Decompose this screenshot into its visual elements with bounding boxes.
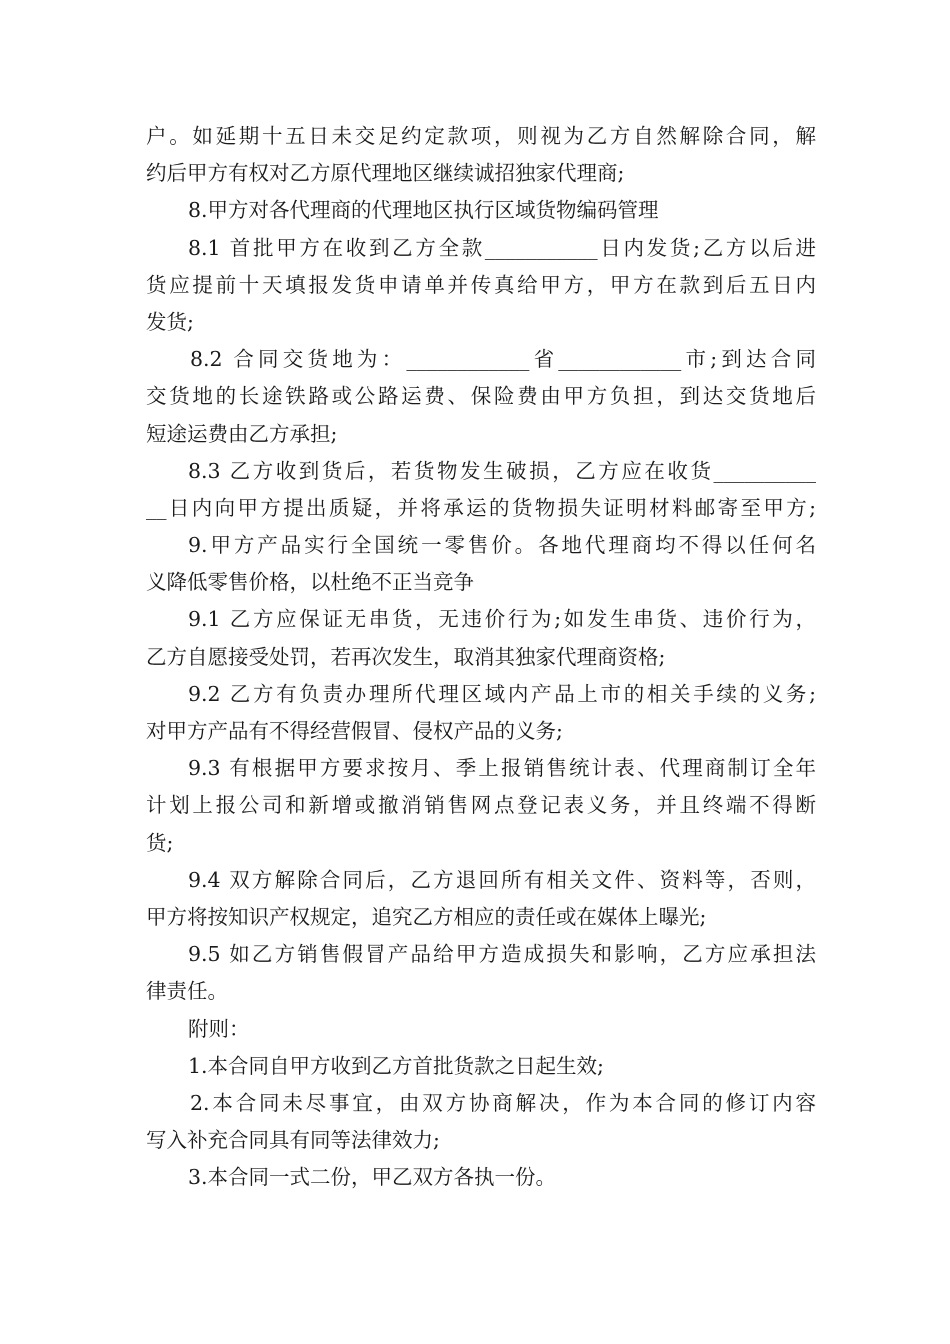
text-line: 发货; xyxy=(146,309,194,334)
text-line: 9.2 乙方有负责办理所代理区域内产品上市的相关手续的义务; xyxy=(188,681,816,706)
text-line: 户。如延期十五日未交足约定款项，则视为乙方自然解除合同，解 xyxy=(146,124,816,148)
text-line: 8.1 首批甲方在收到乙方全款___________日内发货;乙方以后进 xyxy=(188,235,816,260)
section-heading: 9.甲方产品实行全国统一零售价。各地代理商均不得以任何名 xyxy=(188,533,816,558)
text-line: 约后甲方有权对乙方原代理地区继续诚招独家代理商; xyxy=(146,161,625,186)
text-line: 9.3 有根据甲方要求按月、季上报销售统计表、代理商制订全年 xyxy=(188,756,816,781)
text-line: 乙方自愿接受处罚，若再次发生，取消其独家代理商资格; xyxy=(146,644,666,669)
text-line: 货应提前十天填报发货申请单并传真给甲方，甲方在款到后五日内 xyxy=(146,272,816,297)
text-line: 短途运费由乙方承担; xyxy=(146,421,338,446)
section-heading: 8.甲方对各代理商的代理地区执行区域货物编码管理 xyxy=(188,198,659,223)
text-line: __日内向甲方提出质疑，并将承运的货物损失证明材料邮寄至甲方; xyxy=(146,495,816,520)
text-line: 计划上报公司和新增或撤消销售网点登记表义务，并且终端不得断 xyxy=(146,793,816,818)
text-line: 交货地的长途铁路或公路运费、保险费由甲方负担，到达交货地后 xyxy=(146,384,816,409)
text-line: 写入补充合同具有同等法律效力; xyxy=(146,1128,440,1153)
text-line: 律责任。 xyxy=(146,979,228,1004)
text-line: 9.5 如乙方销售假冒产品给甲方造成损失和影响，乙方应承担法 xyxy=(188,942,816,967)
text-line: 义降低零售价格，以杜绝不正当竞争 xyxy=(146,570,474,595)
text-line: 2.本合同未尽事宜，由双方协商解决，作为本合同的修订内容 xyxy=(190,1090,816,1115)
section-heading: 附则： xyxy=(188,1016,250,1041)
text-line: 货; xyxy=(146,830,174,855)
text-line: 9.1 乙方应保证无串货，无违价行为;如发生串货、违价行为， xyxy=(188,607,816,632)
text-line: 8.2 合同交货地为：____________省____________市;到达合同 xyxy=(190,347,816,372)
text-line: 3.本合同一式二份，甲乙双方各执一份。 xyxy=(188,1165,557,1190)
text-line: 甲方将按知识产权规定，追究乙方相应的责任或在媒体上曝光; xyxy=(146,904,707,929)
text-line: 对甲方产品有不得经营假冒、侵权产品的义务; xyxy=(146,719,563,743)
text-line: 8.3 乙方收到货后，若货物发生破损，乙方应在收货__________ xyxy=(188,458,816,483)
document-body xyxy=(146,118,816,1196)
text-line: 1.本合同自甲方收到乙方首批货款之日起生效; xyxy=(188,1053,604,1078)
text-line: 9.4 双方解除合同后，乙方退回所有相关文件、资料等，否则， xyxy=(188,867,816,892)
